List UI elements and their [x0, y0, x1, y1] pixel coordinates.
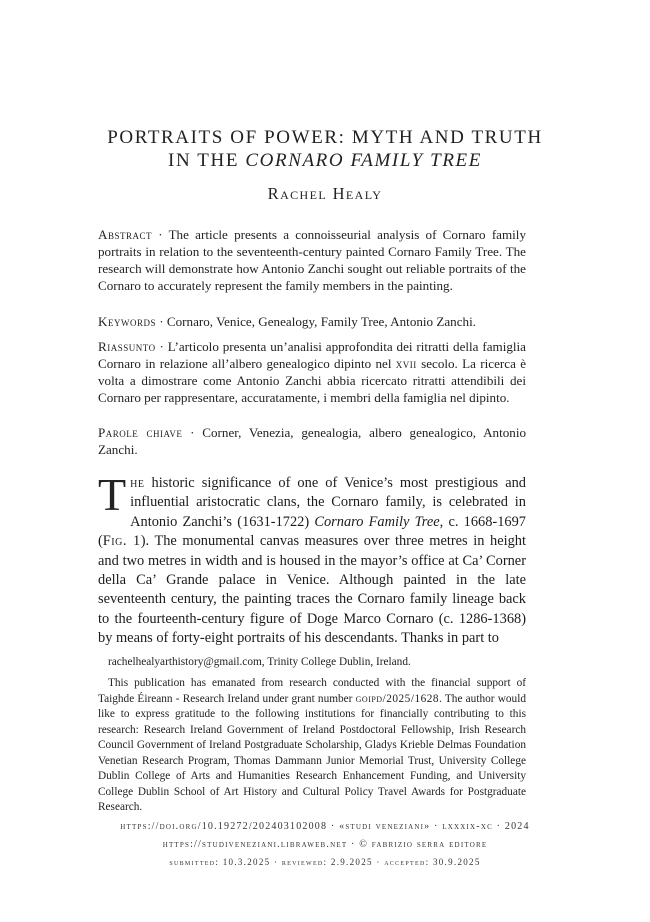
parole-label: Parole chiave: [98, 425, 183, 440]
keywords-separator: ·: [155, 314, 167, 329]
footer-publisher-line: https://studiveneziani.libraweb.net · © fabrizio serra editore: [162, 839, 488, 850]
keywords-text: Cornaro, Venice, Genealogy, Family Tree, Antonio Zanchi.: [166, 314, 476, 329]
abstract-label: Abstract: [98, 227, 152, 242]
funding-text-after: . The author would like to express gratitude to the following institutions for financially contributing to this research: Research Ireland Government of Ireland Postdoctoral Fellowship, Irish Research Council Government of Ireland Postgraduate Scholarship, Gladys Krieble Delmas Foundation Venetian Research Program, Thomas Dammann Junior Memorial Trust, University College Dublin College of Arts and Humanities Research Enhancement Funding, and University College Dublin School of Art History and Cultural Policy Travel Awards for Postgraduate Research.: [98, 692, 526, 813]
grant-number: goipd/2025/1628: [355, 692, 440, 705]
body-text-1: historic significance of one of Venice’s most prestigious and influential aristocratic clans, the Cornaro family, is celebrated in Antonio Zanchi’s (1631-1722): [130, 475, 526, 530]
keywords-paragraph: [98, 313, 526, 330]
abstract-paragraph: [98, 226, 526, 294]
parole-chiave-paragraph: [98, 424, 526, 458]
article-title-line-2: [60, 150, 590, 172]
footer-dates-line: submitted: 10.3.2025 · reviewed: 2.9.2025 · accepted: 30.9.2025: [169, 857, 481, 867]
first-word-rest: he: [130, 475, 145, 491]
abstract-text: The article presents a connoisseurial analysis of Cornaro family portraits in relation to the seventeenth-century painted Cornaro Family Tree. The research will demonstrate how Antonio Zanchi sought out reliable portraits of the Cornaro to accurately represent the family members in the painting.: [98, 227, 526, 293]
riassunto-text-before: L’articolo presenta un’analisi approfondita dei ritratti della famiglia Cornaro in relazione all’albero genealogico dipinto nel: [98, 339, 526, 371]
figure-reference: Fig. 1: [102, 533, 141, 550]
footnote-contact: rachelhealyarthistory@gmail.com, Trinity College Dublin, Ireland.: [108, 656, 411, 668]
keywords-label: Keywords: [98, 314, 156, 329]
parole-text: Corner, Venezia, genealogia, albero genealogico, Antonio Zanchi.: [98, 425, 527, 457]
footer-doi-line: https://doi.org/10.19272/202403102008 · «studi veneziani» · lxxxix-xc · 2024: [120, 821, 530, 832]
abstract-separator: ·: [151, 227, 169, 242]
riassunto-paragraph: [98, 338, 526, 406]
parole-separator: ·: [182, 425, 203, 440]
author-name: Rachel Healy: [267, 184, 383, 203]
footnote-funding: [98, 676, 526, 816]
body-text-2: , c. 1668-1697 (: [98, 513, 526, 550]
funding-text-before: This publication has emanated from research conducted with the financial support of Taighde Éireann - Research Ireland under grant number: [98, 677, 526, 705]
riassunto-text-after: secolo. La ricerca è volta a dimostrare come Antonio Zanchi abbia ricercato ritratti attendibili dei Cornaro per rappresentare, accuratamente, i membri della famiglia nel dipinto.: [98, 356, 527, 405]
riassunto-separator: ·: [155, 339, 168, 354]
riassunto-label: Riassunto: [98, 339, 156, 354]
body-text-3: ). The monumental canvas measures over three metres in height and two metres in width and is housed in the mayor’s office at Ca’ Corner della Ca’ Grande palace in Venice. Although painted in the late seventeenth century, the painting traces the Cornaro family lineage back to the fourteenth-century figure of Doge Marco Cornaro (c. 1286-1368) by means of forty-eight portraits of his descendants. Thanks in part to: [98, 533, 526, 647]
article-title-line-1: PORTRAITS OF POWER: MYTH AND TRUTH: [107, 127, 543, 148]
title-prefix: IN THE: [168, 150, 246, 171]
title-italic: CORNARO FAMILY TREE: [245, 150, 482, 171]
body-paragraph: [98, 469, 526, 649]
drop-cap: T: [98, 469, 127, 520]
painting-title: Cornaro Family Tree: [314, 513, 440, 530]
riassunto-century: xvii: [395, 356, 417, 371]
